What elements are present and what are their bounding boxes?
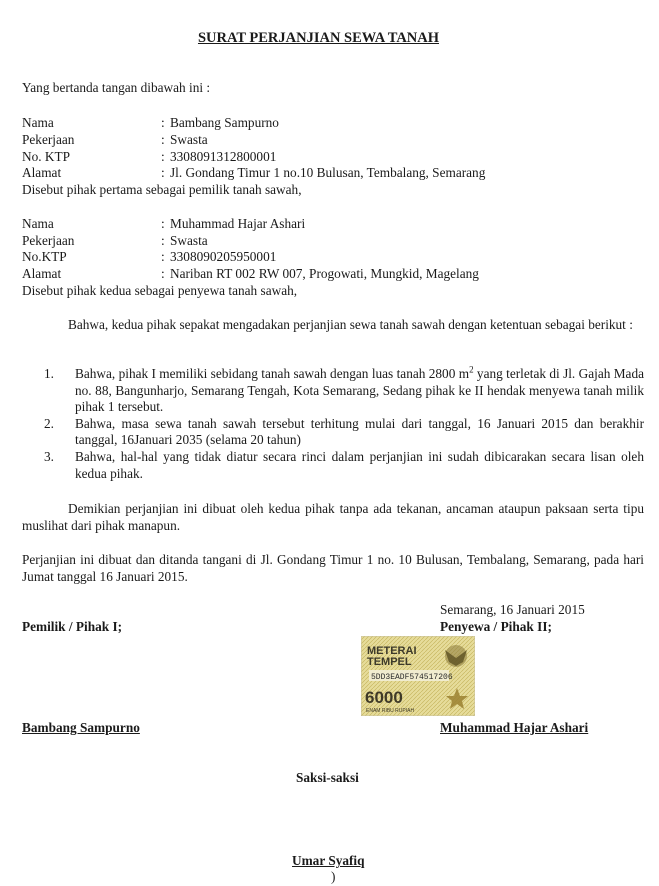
list-item	[22, 449, 644, 482]
witness-heading: Saksi-saksi	[296, 770, 359, 785]
document-title: SURAT PERJANJIAN SEWA TANAH	[197, 30, 440, 46]
term-text-part: yang terletak di Jl. Gajah Mada no. 88, Bangunharjo, Semarang Tengah, Kota Semarang, Sedang pihak ke II hendak menyewa tanah milik pihak 1 tersebut.	[75, 366, 645, 415]
field-label: Alamat	[22, 266, 62, 281]
field-label: Nama	[22, 216, 54, 231]
witness-name: Umar Syafiq	[292, 853, 365, 868]
signature-date: Semarang, 16 Januari 2015	[440, 602, 585, 617]
field-separator: :	[161, 132, 165, 147]
field-separator: :	[161, 165, 165, 180]
closing-text: Demikian perjanjian ini dibuat oleh kedua pihak tanpa ada tekanan, ancaman ataupun paksaan serta tipu muslihat dari pihak manapun.	[22, 501, 644, 533]
right-signatory-name: Muhammad Hajar Ashari	[440, 720, 589, 735]
place-statement: Perjanjian ini dibuat dan ditanda tangani di Jl. Gondang Timur 1 no. 10 Bulusan, Tembalang, Semarang, pada hari Jumat tanggal 16 Januari 2015.	[22, 552, 644, 584]
left-signatory-name: Bambang Sampurno	[22, 720, 140, 735]
field-value: Swasta	[170, 233, 208, 248]
field-value: Nariban RT 002 RW 007, Progowati, Mungkid, Magelang	[170, 266, 479, 281]
revenue-stamp-graphic	[361, 636, 475, 716]
field-separator: :	[161, 249, 165, 264]
field-label: No. KTP	[22, 149, 71, 164]
term-text: Bahwa, masa sewa tanah sawah tersebut terhitung mulai dari tanggal, 16 Januari 2015 dan berakhir tanggal, 16Januari 2035 (selama 20 tahun)	[75, 415, 644, 448]
stamp-line2: TEMPEL	[367, 656, 412, 668]
intro-text: Yang bertanda tangan dibawah ini :	[22, 80, 211, 95]
party1-role: Disebut pihak pertama sebagai pemilik tanah sawah,	[22, 182, 302, 197]
term-text	[75, 366, 644, 416]
stamp-serial: 5DD3EADF574517206	[371, 673, 453, 682]
term-text: Bahwa, hal-hal yang tidak diatur secara rinci dalam perjanjian ini sudah dibicarakan secara lisan oleh kedua pihak.	[75, 448, 644, 481]
stamp-line1: METERAI	[367, 645, 417, 657]
field-label: Nama	[22, 115, 54, 130]
term-text-part: Bahwa, pihak I memiliki sebidang tanah sawah dengan luas tanah 2800 m	[75, 366, 470, 381]
terms-list	[22, 366, 644, 482]
field-value: Swasta	[170, 132, 208, 147]
stamp-value-words: ENAM RIBU RUPIAH	[366, 708, 415, 714]
stamp-value: 6000	[365, 688, 403, 707]
field-label: Alamat	[22, 165, 62, 180]
witness-mark: )	[331, 869, 336, 884]
list-item	[22, 366, 644, 416]
revenue-stamp	[361, 636, 475, 716]
agreement-intro-text: Bahwa, kedua pihak sepakat mengadakan perjanjian sewa tanah sawah dengan ketentuan sebagai berikut :	[68, 317, 633, 332]
field-value: Bambang Sampurno	[170, 115, 279, 130]
superscript: 2	[469, 364, 474, 375]
field-label: Pekerjaan	[22, 233, 75, 248]
list-item	[22, 416, 644, 449]
left-signatory-role: Pemilik / Pihak I;	[22, 619, 123, 634]
field-label: No.KTP	[22, 249, 67, 264]
field-separator: :	[161, 216, 165, 231]
field-value: 3308090205950001	[170, 249, 277, 264]
party2-role: Disebut pihak kedua sebagai penyewa tanah sawah,	[22, 283, 298, 298]
field-separator: :	[161, 233, 165, 248]
field-label: Pekerjaan	[22, 132, 75, 147]
field-separator: :	[161, 266, 165, 281]
field-value: Jl. Gondang Timur 1 no.10 Bulusan, Tembalang, Semarang	[170, 165, 486, 180]
list-number: 2.	[44, 415, 54, 431]
field-separator: :	[161, 115, 165, 130]
field-value: 3308091312800001	[170, 149, 277, 164]
right-signatory-role: Penyewa / Pihak II;	[440, 619, 552, 634]
field-value: Muhammad Hajar Ashari	[170, 216, 306, 231]
closing-paragraph	[22, 501, 644, 534]
list-number: 3.	[44, 448, 54, 464]
field-separator: :	[161, 149, 165, 164]
agreement-intro	[22, 317, 644, 334]
list-number: 1.	[44, 366, 54, 381]
garuda-emblem-icon	[445, 645, 467, 667]
